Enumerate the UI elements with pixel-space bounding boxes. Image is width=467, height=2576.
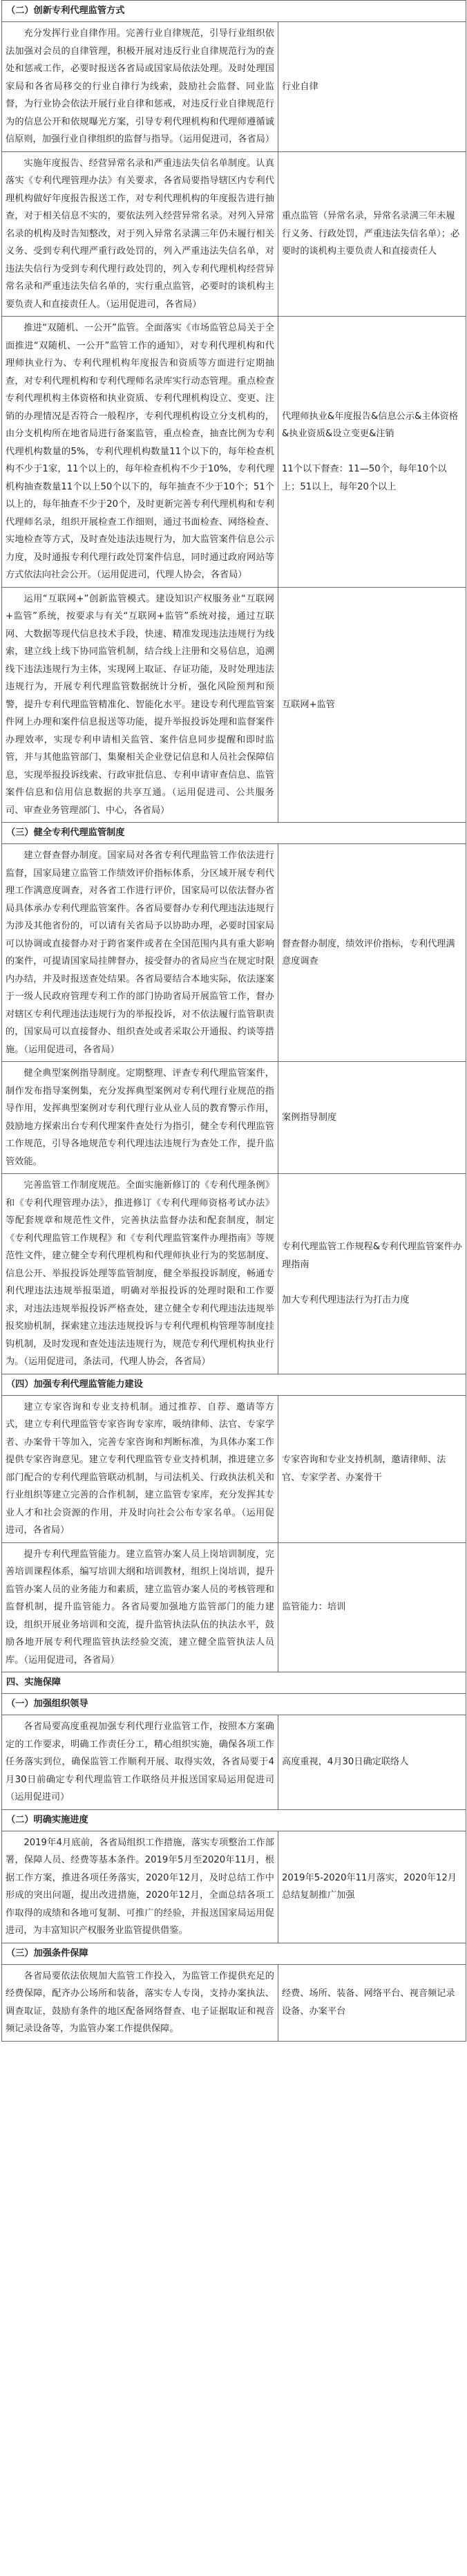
section-heading-row [2, 1694, 466, 1715]
content-row [2, 1395, 466, 1542]
measure-text: 完善监管工作制度规范。全面实施新修订的《专利代理条例》和《专利代理管理办法》，推进修订《专利代理师资格考试办法》等配套规章和规范性文件，完善执法监督办法和配套制度，制定《专利代理监管工作规程》和《专利代理监管案件办理指南》等规范性文件，建立健全专利代理机构和代理师执业行为的奖惩制度、信息公开、举报投诉处理等监管制度，健全举报投诉制度，畅通专利代理违法违规举报渠道，明确对举报投诉的处理时限和工作要求，对违法违规举报投诉严格查处，建立健全专利代理违法违规举报奖励机制，探索建立违法违规投诉与专利代理机构管理等制度挂钩机制，及时发现和查处违法违规行为，规范专利代理机构执业行为。（运用促进司，条法司，代理人协会，各省局） [2, 1174, 278, 1374]
measure-text: 2019年4月底前，各省局组织工作措施，落实专项整治工作部署，保障人员、经费等基本条件。2019年5月至2020年11月，根据工作方案，推进各项任务落实，2020年12月，及时总结工作中形成的突出问题，提出改进措施，2020年12月，全面总结各项工作取得的成绩和各地可复制、可推广的经验，并报送国家局运用促进司，为丰富知识产权服务业监管提供借鉴。 [2, 1831, 278, 1943]
summary-note: 2019年5-2020年11月落实，2020年12月总结复制推广加强 [278, 1831, 466, 1943]
measure-text: 提升专利代理监管能力。建立监管办案人员上岗培训制度，完善培训课程体系，编写培训大纲和培训教材，组织上岗培训，提升监管办案人员的业务能力和素质，建立监管办案人员的考核管理和监督机制，提升监管能力。各省局要加强地方监管部门的能力建设，组织开展业务培训和交流，提升监管执法队伍的执法水平，鼓励各地开展专利代理监管执法经验交流，建立健全监管执法人员库。（运用促进司，各省局） [2, 1542, 278, 1672]
summary-note: 行业自律 [278, 22, 466, 152]
summary-note: 专家咨询和专业支持机制，邀请律师、法官、专家学者、办案骨干 [278, 1395, 466, 1542]
section-heading-row [2, 1943, 466, 1964]
section-heading: （二）明确实施进度 [2, 1809, 466, 1831]
section-heading: （二）创新专利代理监管方式 [2, 1, 466, 22]
summary-note: 重点监管（异常名录，异常名录满三年未履行义务、行政处罚，严重违法失信名单）；必要时的谈机构主要负责人和直接责任人 [278, 151, 466, 317]
section-heading: （四）加强专利代理监管能力建设 [2, 1374, 466, 1395]
content-row [2, 1062, 466, 1174]
content-row [2, 22, 466, 152]
measure-text: 各省局要高度重视加强专利代理行业监管工作，按照本方案确定的工作要求，明确工作责任分工，精心组织实施，确保各项工作任务落实到位，确保监管工作顺利开展、取得实效，各省局要于4月30日前确定专利代理监管工作联络员并报送国家局运用促进司（运用促进司） [2, 1715, 278, 1810]
measure-text: 充分发挥行业自律作用。完善行业自律规范，引导行业组织依法加强对会员的自律管理，积极开展对违反行业自律规范行为的查处和惩戒工作，必要时报送各省局或国家局依法处理。及时处理国家局和各省局移交的行业自律行为线索，鼓励社会监督、同业监督，为行业协会依法开展行业自律和惩戒，对违反行业自律规范行为的信息公开和依规曝光方案，引导专利代理机构和代理师遵循诚信原则，加强行业自律组织的监督与指导。（运用促进司，各省局） [2, 22, 278, 152]
measure-text: 建立督查督办制度。国家局对各省专利代理监管工作依法进行监督，国家局建立监管工作绩效评价指标体系，分区域开展专利代理工作满意度调查，对各省工作进行评价，国家局可以依法督办省局具体承办专利代理监管案件。各省局要督办专利代理违法违规行为涉及其他省份的，可以请有关省局予以协助办理，必要时国家局可以协调或直接督办对于跨省案件或者在全国范围内具有重大影响的案件，可提请国家局挂牌督办，接受督办的省局应当在规定时限内办结，并及时报送查处结果。各省局要结合本地实际，依法逐案于一级人民政府管理专利工作的部门协助省局开展监管工作，督办对辖区专利代理违法违规行为的举报投诉，对不依法履行监管职责的，国家局可以直接督办、组织查处或者采取公开通报、约谈等措施。（运用促进司，各省局） [2, 844, 278, 1062]
content-row [2, 1964, 466, 2041]
measure-text: 各省局要依法依规加大监管工作投入，为监管工作提供充足的经费保障，配齐办公场所和装备，落实专人专岗，支持办案执法、调查取证，鼓励有条件的地区配备网络督查、电子证据取证和视音频记录设备等，为监管办案工作提供保障。 [2, 1964, 278, 2041]
summary-note: 高度重视，4月30日确定联络人 [278, 1715, 466, 1810]
content-row [2, 587, 466, 823]
regulation-document-table [1, 0, 466, 2042]
measure-text: 建立专家咨询和专业支持机制。通过推荐、自荐、邀请等方式，建立专利代理监管专家咨询专家库，吸纳律师、法官、专家学者、办案骨干等加入，完善专家咨询和判断标准，为具体办案工作提供专家咨询意见。建立专利代理监管专业支持机制，推进建立多部门配合的专利代理监管联动机制，与司法机关、行政执法机关和行业组织等建立完善的合作机制，建立监管专家库，充分发挥其专业人才和社会资源的作用，并及时向社会公布专家名单。（运用促进司，各省局） [2, 1395, 278, 1542]
content-row [2, 1715, 466, 1810]
summary-note: 经费、场所、装备、网络平台、视音频记录设备、办案平台 [278, 1964, 466, 2041]
summary-note: 案例指导制度 [278, 1062, 466, 1174]
part-heading: 四、实施保障 [2, 1672, 466, 1694]
summary-note: 专利代理监管工作规程&专利代理监管案件办理指南 加大专利代理违法行为打击力度 [278, 1174, 466, 1374]
summary-note: 互联网+监管 [278, 587, 466, 823]
part-heading-row [2, 1672, 466, 1694]
measure-text: 实施年度报告、经营异常名录和严重违法失信名单制度。认真落实《专利代理管理办法》有关要求，各省局要指导辖区内专利代理机构做好年度报告报送工作，对专利代理机构的年度报告进行抽查，对于相关信息不实的，要依法列入经营异常名录。对列入异常名录的机构及时告知整改，对于列入异常名录满三年仍未履行相关义务、受到专利代理严重行政处罚的，列入严重违法失信名单，对违法失信行为受到专利代理行政处罚的，列入专利代理机构经营异常名录和严重违法失信名单的，实行重点监管，必要时的谈机构主要负责人和直接责任人。（运用促进司，各省局） [2, 151, 278, 317]
section-heading: （三）健全专利代理监管制度 [2, 823, 466, 844]
content-row [2, 844, 466, 1062]
content-row [2, 151, 466, 317]
summary-note: 监管能力：培训 [278, 1542, 466, 1672]
section-heading: （三）加强条件保障 [2, 1943, 466, 1964]
content-row [2, 317, 466, 588]
section-heading-row [2, 823, 466, 844]
content-row [2, 1831, 466, 1943]
summary-note: 督查督办制度，绩效评价指标，专利代理满意度调查 [278, 844, 466, 1062]
measure-text: 运用“互联网+”创新监管模式。建设知识产权服务业“互联网+监管”系统，按要求与有关“互联网+监管”系统对接，通过互联网、大数据等现代信息技术手段，快速、精准发现违法违规行为线索，建立线上线下协同监管机制，结合线上注册和交易信息，追溯线下违法违规行为主体，实现网上取证、存证功能，及时处理违法违规行为，开展专利代理监管数据统计分析，强化风险预判和预警，提升专利代理监管精准化、智能化水平。建设专利代理监管案件网上办理和案件信息报送等功能，提升举报投诉处理和监督案件办理效率，实现专利申请相关监管、案件信息同步提醒和即时监管，并与其他监管部门、集聚相关企业登记信息和人员社会保障信息，实现举报投诉线索、行政审批信息、专利申请审查信息、监管案件信息和信用信息数据的共享互通。（运用促进司、公共服务司、审查业务管理部门、中心，各省局） [2, 587, 278, 823]
section-heading-row [2, 1809, 466, 1831]
section-heading-row [2, 1, 466, 22]
section-heading: （一）加强组织领导 [2, 1694, 466, 1715]
measure-text: 健全典型案例指导制度。定期整理、评查专利代理监管案件，制作发布指导案例集，充分发挥典型案例对专利代理行业规范的指导作用，发挥典型案例对专利代理行业从业人员的教育警示作用，鼓励地方探索出台专利代理案件查处行为指引，健全专利代理监管工作规范，引导各地规范专利代理违法违规行为查处工作，提升监管效能。 [2, 1062, 278, 1174]
content-row [2, 1542, 466, 1672]
summary-note: 代理师执业&年度报告&信息公示&主体资格&执业资质&设立变更&注销 11个以下督查：11—50个，每年10个以上；51以上，每年20个以上 [278, 317, 466, 588]
measure-text: 推进“双随机、一公开”监管。全面落实《市场监管总局关于全面推进“双随机、一公开”监管工作的通知》，对专利代理机构和代理师执业行为、专利代理机构年度报告和资质等方面进行定期抽查，对专利代理机构和专利代理师名录库实行动态管理。重点检查专利代理机构主体资格和执业资质、专利代理机构设立、变更、注销的办理情况是否符合一般程序，专利代理机构设立分支机构的，由分支机构所在地省局进行备案监管，重点检查，抽查比例为专利代理机构数量的5%，专利代理机构数量11个以下的，每年检查机构不少于1家，11个以上的，每年检查机构不少于10%，专利代理机构抽查数量11个以上50个以下的，每年抽查不少于10个；51个以上的，每年抽查不少于20个，及时更新完善专利代理机构和专利代理师名录，组织开展检查工作细则，通过书面检查、网络检查、实地检查等方式，及时查处违法违规行为，加大监管案件信息公示力度，及时通报专利代理行政处罚案件信息，同时通过政府网站等方式依法向社会公开。（运用促进司，代理人协会，各省局） [2, 317, 278, 588]
section-heading-row [2, 1374, 466, 1395]
content-row [2, 1174, 466, 1374]
document-body [2, 1, 466, 2042]
